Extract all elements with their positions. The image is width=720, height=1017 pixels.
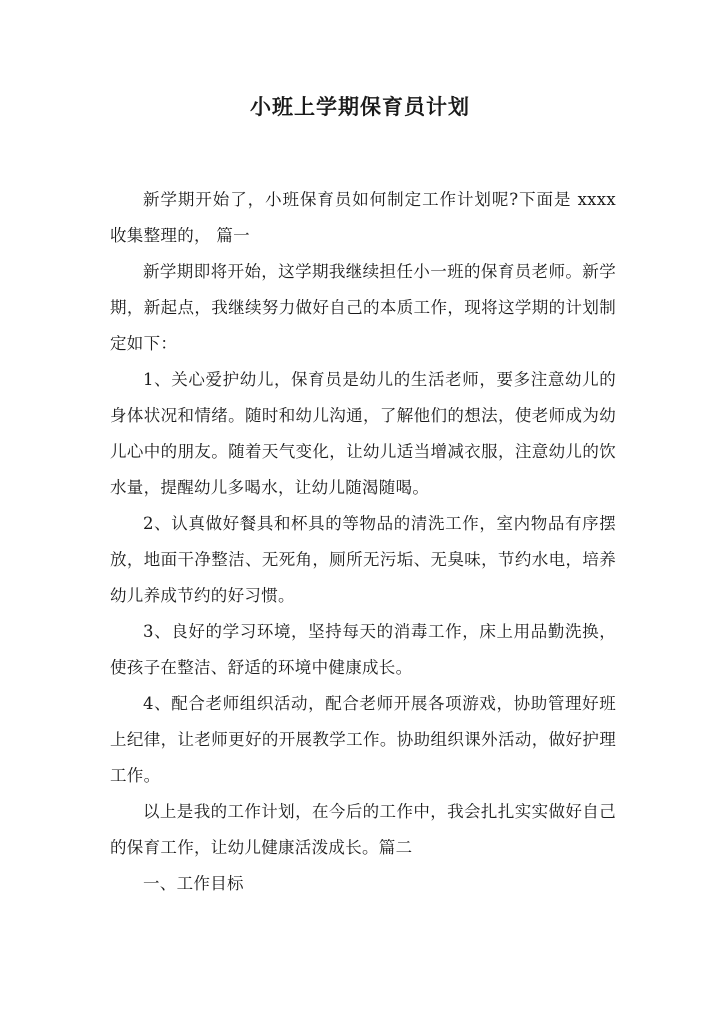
paragraph-item-4: 4、配合老师组织活动，配合老师开展各项游戏，协助管理好班上纪律，让老师更好的开展教学工作。协助组织课外活动，做好护理工作。	[110, 694, 616, 785]
document-title: 小班上学期保育员计划	[250, 94, 470, 119]
paragraph-item-1: 1、关心爱护幼儿，保育员是幼儿的生活老师，要多注意幼儿的身体状况和情绪。随时和幼儿沟通，了解他们的想法，使老师成为幼儿心中的朋友。随着天气变化，让幼儿适当增减衣服，注意幼儿的饮水量，提醒幼儿多喝水，让幼儿随渴随喝。	[110, 370, 616, 497]
paragraph-intro: 新学期开始了，小班保育员如何制定工作计划呢?下面是 xxxx 收集整理的， 篇一	[110, 190, 616, 245]
paragraph-item-3: 3、良好的学习环境，坚持每天的消毒工作，床上用品勤洗换，使孩子在整洁、舒适的环境中健康成长。	[110, 622, 616, 677]
paragraph-opening: 新学期即将开始，这学期我继续担任小一班的保育员老师。新学期，新起点，我继续努力做好自己的本质工作，现将这学期的计划制定如下：	[110, 262, 616, 353]
section-heading: 一、工作目标	[143, 874, 244, 893]
paragraph-item-2: 2、认真做好餐具和杯具的等物品的清洗工作，室内物品有序摆放，地面干净整洁、无死角，厕所无污垢、无臭味，节约水电，培养幼儿养成节约的好习惯。	[110, 514, 616, 605]
document-body	[110, 182, 616, 902]
paragraph-closing: 以上是我的工作计划，在今后的工作中，我会扎扎实实做好自己的保育工作，让幼儿健康活泼成长。篇二	[110, 802, 616, 857]
